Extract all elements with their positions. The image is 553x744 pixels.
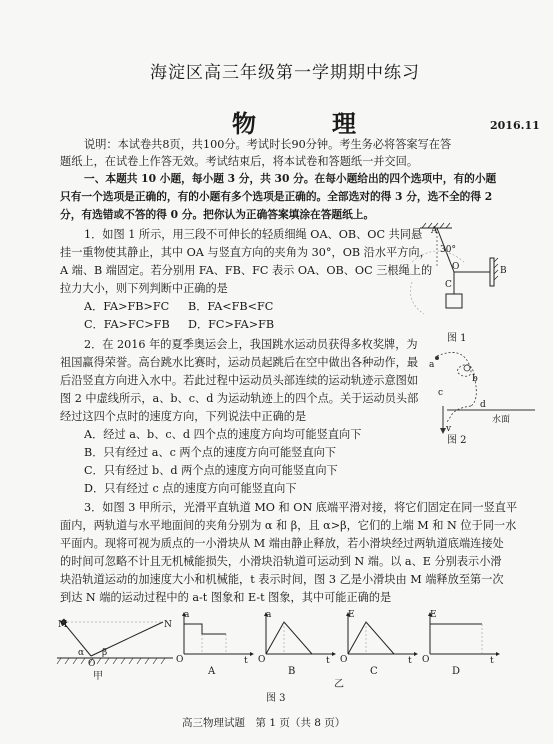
graph-d-letter: D <box>452 666 461 677</box>
exam-date: 2016.11 <box>490 119 540 132</box>
figure-1-label-a: A <box>431 226 438 236</box>
q3-line: 到达 N 端的运动过程中的 a-t 图象和 E-t 图象，其中可能正确的是 <box>60 591 392 604</box>
q3-line: 块沿轨道运动的加速度大小和机械能，t 表示时间，图 3 乙是小滑块由 M 端释放至第一次 <box>60 573 504 586</box>
figure-1-label-b: B <box>500 266 507 276</box>
figure-2-label-c: c <box>438 388 444 398</box>
q3-line: 3．如图 3 甲所示，光滑平直轨道 MO 和 ON 底端平滑对接，将它们固定在同一竖直平 <box>84 501 518 514</box>
graph-c-xlabel: t <box>408 656 412 666</box>
q1-option-a: A．FA>FB>FC <box>84 300 170 313</box>
q2-option-c: C．只有经过 b、d 两个点的速度方向可能竖直向下 <box>84 464 338 477</box>
graph-d-origin: O <box>422 655 430 665</box>
graph-d-ylabel: E <box>430 610 437 620</box>
exam-title: 海淀区高三年级第一学期期中练习 <box>150 63 420 83</box>
graph-d <box>426 612 500 660</box>
figure-3-label-o: O <box>88 659 96 669</box>
section-heading: 分，有选错或不答的得 0 分。把你认为正确答案填涂在答题纸上。 <box>60 208 375 221</box>
q2-line: 图 2 中虚线所示，a、b、c、d 为运动轨迹上的四个点。关于运动员头部 <box>60 392 419 405</box>
q2-line: 2．在 2016 年的夏季奥运会上，我国跳水运动员获得多枚奖牌，为 <box>84 338 418 351</box>
q1-option-b: B．FA<FB<FC <box>188 300 274 313</box>
figure-2-label-water: 水面 <box>492 415 511 425</box>
q1-option-d: D．FC>FA>FB <box>188 318 275 331</box>
q3-line: 的时间可忽略不计且无机械能损失，小滑块沿轨道可运动到 N 端。以 a、E 分别表示小滑 <box>60 555 502 568</box>
graph-a-xlabel: t <box>244 656 248 666</box>
instructions-line: 题纸上，在试卷上作答无效。考试结束后，将本试卷和答题纸一并交回。 <box>60 155 419 168</box>
graph-a-letter: A <box>208 666 216 677</box>
q1-line: 1．如图 1 所示，用三段不可伸长的轻质细绳 OA、OB、OC 共同悬 <box>84 228 423 241</box>
q2-line: 祖国赢得荣誉。高台跳水比赛时，运动员起跳后在空中做出各种动作，最 <box>60 356 419 369</box>
graph-a-ylabel: a <box>184 610 190 620</box>
page-footer: 高三物理试题 第 1 页（共 8 页） <box>182 717 346 729</box>
graph-c-ylabel: E <box>348 610 355 620</box>
graph-a <box>180 612 254 660</box>
q2-option-b: B．只有经过 a、c 两个点的速度方向可能竖直向下 <box>84 446 337 459</box>
q1-line: 挂一重物使其静止，其中 OA 与竖直方向的夹角为 30°，OB 沿水平方向， <box>60 246 431 259</box>
figure-3-jia-label: 甲 <box>93 671 103 682</box>
graph-b-letter: B <box>288 666 296 677</box>
figure-2-label-a: a <box>429 360 435 370</box>
graph-b <box>262 612 336 660</box>
section-heading: 只有一个选项是正确的，有的小题有多个选项是正确的。全部选对的得 3 分，选不全的得 2 <box>60 190 493 203</box>
graph-b-xlabel: t <box>326 656 330 666</box>
figure-1-caption: 图 1 <box>447 333 467 344</box>
q3-line: 面内，两轨道与水平地面间的夹角分别为 α 和 β，且 α>β，它们的上端 M 和 N 位于同一水 <box>60 519 517 532</box>
q1-line: A 端、B 端固定。若分别用 FA、FB、FC 表示 OA、OB、OC 三根绳上的 <box>60 264 433 277</box>
figure-2-caption: 图 2 <box>447 435 467 446</box>
instructions-line: 说明：本试卷共8页，共100分。考试时长90分钟。考生务必将答案写在答 <box>84 138 452 151</box>
graph-c-origin: O <box>340 655 348 665</box>
section-heading: 一、本题共 10 小题，每小题 3 分，共 30 分。在每小题给出的四个选项中，有的小题 <box>84 172 497 185</box>
figure-1-label-angle: 30° <box>440 245 456 255</box>
figure-3-label-m: M <box>58 620 68 630</box>
figure-3-track-diagram <box>55 610 175 668</box>
q3-line: 平面内。现将可视为质点的一小滑块从 M 端由静止释放，若小滑块经过两轨道底端连接处 <box>60 537 504 550</box>
figure-1-label-o: O <box>452 262 460 272</box>
figure-3-label-beta: β <box>102 648 108 658</box>
q2-option-a: A．经过 a、b、c、d 四个点的速度方向均可能竖直向下 <box>84 428 362 441</box>
graph-c <box>344 612 418 660</box>
graph-b-ylabel: a <box>266 610 272 620</box>
q2-option-d: D．只有经过 c 点的速度方向可能竖直向下 <box>84 482 297 495</box>
q1-option-c: C．FA>FC>FB <box>84 318 170 331</box>
graph-d-xlabel: t <box>490 656 494 666</box>
subject-title: 物 理 <box>232 109 382 138</box>
figure-1-label-c: C <box>445 280 452 290</box>
figure-1-diagram <box>410 222 510 346</box>
q1-line: 拉力大小，则下列判断中正确的是 <box>60 282 228 295</box>
q2-line: 经过这四个点时的速度方向，下列说法中正确的是 <box>60 410 307 423</box>
figure-2-label-v: v <box>446 424 452 434</box>
figure-2-label-b: b <box>472 374 478 384</box>
figure-2-label-d: d <box>480 400 486 410</box>
q2-line: 后沿竖直方向进入水中。若此过程中运动员头部连续的运动轨迹示意图如 <box>60 374 419 387</box>
graph-c-letter: C <box>370 666 378 677</box>
figure-3-yi-label: 乙 <box>334 679 344 690</box>
graph-b-origin: O <box>258 655 266 665</box>
figure-3-label-n: N <box>164 620 172 630</box>
figure-3-label-alpha: α <box>78 648 85 658</box>
figure-3-caption: 图 3 <box>266 693 286 704</box>
graph-a-origin: O <box>176 655 184 665</box>
